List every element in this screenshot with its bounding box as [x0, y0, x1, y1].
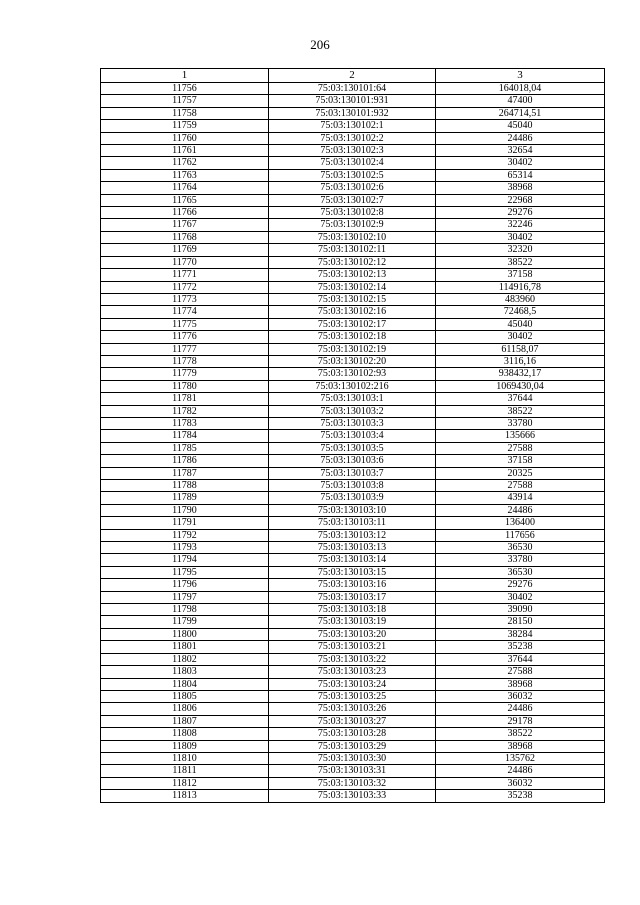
row-number-cell: 11771: [101, 269, 269, 281]
table-row: [101, 306, 605, 318]
value-cell: 45040: [436, 318, 605, 330]
row-number-cell: 11807: [101, 715, 269, 727]
table-row: [101, 740, 605, 752]
row-number-cell: 11772: [101, 281, 269, 293]
table-row: [101, 529, 605, 541]
value-cell: 117656: [436, 529, 605, 541]
row-number-cell: 11800: [101, 628, 269, 640]
cadastral-number-cell: 75:03:130103:17: [269, 591, 436, 603]
table-row: [101, 628, 605, 640]
table-row: [101, 380, 605, 392]
table-row: [101, 107, 605, 119]
cadastral-number-cell: 75:03:130103:12: [269, 529, 436, 541]
value-cell: 38968: [436, 678, 605, 690]
table-row: [101, 169, 605, 181]
table-row: [101, 641, 605, 653]
table-row: [101, 517, 605, 529]
row-number-cell: 11790: [101, 504, 269, 516]
table-row: [101, 492, 605, 504]
row-number-cell: 11764: [101, 182, 269, 194]
row-number-cell: 11766: [101, 207, 269, 219]
table-row: [101, 343, 605, 355]
row-number-cell: 11768: [101, 231, 269, 243]
cadastral-number-cell: 75:03:130101:931: [269, 95, 436, 107]
value-cell: 32320: [436, 244, 605, 256]
table-row: [101, 355, 605, 367]
value-cell: 483960: [436, 293, 605, 305]
table-row: [101, 194, 605, 206]
row-number-cell: 11778: [101, 355, 269, 367]
column-header-2: 2: [269, 69, 436, 83]
row-number-cell: 11776: [101, 331, 269, 343]
table-row: [101, 653, 605, 665]
row-number-cell: 11763: [101, 169, 269, 181]
table-row: [101, 678, 605, 690]
row-number-cell: 11798: [101, 604, 269, 616]
value-cell: 35238: [436, 790, 605, 802]
table-row: [101, 566, 605, 578]
table-row: [101, 430, 605, 442]
table-row: [101, 281, 605, 293]
value-cell: 38522: [436, 405, 605, 417]
value-cell: 24486: [436, 703, 605, 715]
value-cell: 36530: [436, 542, 605, 554]
row-number-cell: 11770: [101, 256, 269, 268]
value-cell: 35238: [436, 641, 605, 653]
cadastral-number-cell: 75:03:130102:8: [269, 207, 436, 219]
table-row: [101, 244, 605, 256]
row-number-cell: 11803: [101, 666, 269, 678]
row-number-cell: 11795: [101, 566, 269, 578]
table-row: [101, 95, 605, 107]
value-cell: 135666: [436, 430, 605, 442]
value-cell: 38284: [436, 628, 605, 640]
cadastral-number-cell: 75:03:130103:27: [269, 715, 436, 727]
page-number: 206: [310, 37, 330, 52]
row-number-cell: 11760: [101, 132, 269, 144]
cadastral-number-cell: 75:03:130103:13: [269, 542, 436, 554]
table-row: [101, 417, 605, 429]
table-row: [101, 542, 605, 554]
value-cell: 136400: [436, 517, 605, 529]
row-number-cell: 11777: [101, 343, 269, 355]
cadastral-number-cell: 75:03:130103:21: [269, 641, 436, 653]
cadastral-number-cell: 75:03:130102:6: [269, 182, 436, 194]
cadastral-number-cell: 75:03:130103:3: [269, 417, 436, 429]
cadastral-number-cell: 75:03:130103:2: [269, 405, 436, 417]
cadastral-number-cell: 75:03:130103:18: [269, 604, 436, 616]
value-cell: 24486: [436, 765, 605, 777]
cadastral-number-cell: 75:03:130102:16: [269, 306, 436, 318]
cadastral-number-cell: 75:03:130102:19: [269, 343, 436, 355]
row-number-cell: 11789: [101, 492, 269, 504]
row-number-cell: 11781: [101, 393, 269, 405]
cadastral-number-cell: 75:03:130103:28: [269, 728, 436, 740]
row-number-cell: 11811: [101, 765, 269, 777]
cadastral-number-cell: 75:03:130103:4: [269, 430, 436, 442]
row-number-cell: 11809: [101, 740, 269, 752]
table-row: [101, 269, 605, 281]
row-number-cell: 11810: [101, 752, 269, 764]
cadastral-number-cell: 75:03:130102:1: [269, 120, 436, 132]
row-number-cell: 11769: [101, 244, 269, 256]
row-number-cell: 11758: [101, 107, 269, 119]
table-row: [101, 293, 605, 305]
cadastral-number-cell: 75:03:130103:31: [269, 765, 436, 777]
table-row: [101, 690, 605, 702]
table-row: [101, 703, 605, 715]
value-cell: 30402: [436, 591, 605, 603]
row-number-cell: 11756: [101, 83, 269, 95]
cadastral-number-cell: 75:03:130103:23: [269, 666, 436, 678]
value-cell: 24486: [436, 132, 605, 144]
value-cell: 1069430,04: [436, 380, 605, 392]
value-cell: 36530: [436, 566, 605, 578]
row-number-cell: 11782: [101, 405, 269, 417]
value-cell: 30402: [436, 231, 605, 243]
cadastral-number-cell: 75:03:130103:14: [269, 554, 436, 566]
cadastral-number-cell: 75:03:130103:6: [269, 455, 436, 467]
row-number-cell: 11791: [101, 517, 269, 529]
row-number-cell: 11812: [101, 777, 269, 789]
row-number-cell: 11794: [101, 554, 269, 566]
table-row: [101, 777, 605, 789]
value-cell: 114916,78: [436, 281, 605, 293]
value-cell: 938432,17: [436, 368, 605, 380]
cadastral-number-cell: 75:03:130103:9: [269, 492, 436, 504]
row-number-cell: 11774: [101, 306, 269, 318]
cadastral-number-cell: 75:03:130103:32: [269, 777, 436, 789]
value-cell: 61158,07: [436, 343, 605, 355]
row-number-cell: 11793: [101, 542, 269, 554]
row-number-cell: 11806: [101, 703, 269, 715]
cadastral-number-cell: 75:03:130102:13: [269, 269, 436, 281]
table-row: [101, 480, 605, 492]
cadastral-number-cell: 75:03:130103:8: [269, 480, 436, 492]
column-header-3: 3: [436, 69, 605, 83]
cadastral-number-cell: 75:03:130103:33: [269, 790, 436, 802]
value-cell: 27588: [436, 480, 605, 492]
table-row: [101, 765, 605, 777]
value-cell: 28150: [436, 616, 605, 628]
table-row: [101, 666, 605, 678]
row-number-cell: 11786: [101, 455, 269, 467]
value-cell: 38968: [436, 740, 605, 752]
cadastral-number-cell: 75:03:130103:26: [269, 703, 436, 715]
table-row: [101, 231, 605, 243]
value-cell: 72468,5: [436, 306, 605, 318]
value-cell: 43914: [436, 492, 605, 504]
table-row: [101, 579, 605, 591]
cadastral-number-cell: 75:03:130103:16: [269, 579, 436, 591]
cadastral-number-cell: 75:03:130102:18: [269, 331, 436, 343]
value-cell: 22968: [436, 194, 605, 206]
row-number-cell: 11780: [101, 380, 269, 392]
row-number-cell: 11765: [101, 194, 269, 206]
value-cell: 32654: [436, 145, 605, 157]
cadastral-number-cell: 75:03:130102:93: [269, 368, 436, 380]
value-cell: 33780: [436, 554, 605, 566]
cadastral-number-cell: 75:03:130102:11: [269, 244, 436, 256]
value-cell: 164018,04: [436, 83, 605, 95]
cadastral-number-cell: 75:03:130103:5: [269, 442, 436, 454]
cadastral-number-cell: 75:03:130103:29: [269, 740, 436, 752]
cadastral-number-cell: 75:03:130102:9: [269, 219, 436, 231]
value-cell: 39090: [436, 604, 605, 616]
cadastral-number-cell: 75:03:130102:2: [269, 132, 436, 144]
cadastral-number-cell: 75:03:130102:5: [269, 169, 436, 181]
value-cell: 47400: [436, 95, 605, 107]
table-row: [101, 467, 605, 479]
row-number-cell: 11767: [101, 219, 269, 231]
value-cell: 37644: [436, 393, 605, 405]
cadastral-number-cell: 75:03:130102:216: [269, 380, 436, 392]
table-row: [101, 120, 605, 132]
table-body: [101, 83, 605, 803]
row-number-cell: 11757: [101, 95, 269, 107]
value-cell: 32246: [436, 219, 605, 231]
cadastral-number-cell: 75:03:130102:4: [269, 157, 436, 169]
value-cell: 36032: [436, 777, 605, 789]
row-number-cell: 11783: [101, 417, 269, 429]
row-number-cell: 11805: [101, 690, 269, 702]
table-row: [101, 83, 605, 95]
cadastral-number-cell: 75:03:130103:1: [269, 393, 436, 405]
row-number-cell: 11796: [101, 579, 269, 591]
table-row: [101, 393, 605, 405]
value-cell: 264714,51: [436, 107, 605, 119]
cadastral-number-cell: 75:03:130102:20: [269, 355, 436, 367]
value-cell: 27588: [436, 442, 605, 454]
value-cell: 30402: [436, 157, 605, 169]
cadastral-number-cell: 75:03:130101:64: [269, 83, 436, 95]
cadastral-number-cell: 75:03:130102:17: [269, 318, 436, 330]
cadastral-number-cell: 75:03:130103:10: [269, 504, 436, 516]
value-cell: 20325: [436, 467, 605, 479]
table-row: [101, 368, 605, 380]
value-cell: 29178: [436, 715, 605, 727]
value-cell: 38968: [436, 182, 605, 194]
table-row: [101, 405, 605, 417]
row-number-cell: 11804: [101, 678, 269, 690]
value-cell: 45040: [436, 120, 605, 132]
row-number-cell: 11779: [101, 368, 269, 380]
row-number-cell: 11785: [101, 442, 269, 454]
value-cell: 29276: [436, 579, 605, 591]
cadastral-number-cell: 75:03:130101:932: [269, 107, 436, 119]
table-row: [101, 145, 605, 157]
header-row: [101, 69, 605, 83]
cadastral-number-cell: 75:03:130102:10: [269, 231, 436, 243]
cadastral-number-cell: 75:03:130102:14: [269, 281, 436, 293]
table-row: [101, 219, 605, 231]
value-cell: 30402: [436, 331, 605, 343]
value-cell: 135762: [436, 752, 605, 764]
table-row: [101, 157, 605, 169]
cadastral-number-cell: 75:03:130103:24: [269, 678, 436, 690]
table-row: [101, 790, 605, 802]
row-number-cell: 11797: [101, 591, 269, 603]
row-number-cell: 11759: [101, 120, 269, 132]
value-cell: 27588: [436, 666, 605, 678]
row-number-cell: 11787: [101, 467, 269, 479]
cadastral-number-cell: 75:03:130102:7: [269, 194, 436, 206]
cadastral-number-cell: 75:03:130102:12: [269, 256, 436, 268]
value-cell: 37644: [436, 653, 605, 665]
table-row: [101, 442, 605, 454]
value-cell: 36032: [436, 690, 605, 702]
row-number-cell: 11802: [101, 653, 269, 665]
row-number-cell: 11799: [101, 616, 269, 628]
row-number-cell: 11813: [101, 790, 269, 802]
value-cell: 29276: [436, 207, 605, 219]
value-cell: 33780: [436, 417, 605, 429]
cadastral-number-cell: 75:03:130103:30: [269, 752, 436, 764]
value-cell: 38522: [436, 728, 605, 740]
row-number-cell: 11775: [101, 318, 269, 330]
row-number-cell: 11761: [101, 145, 269, 157]
table-row: [101, 331, 605, 343]
table-row: [101, 455, 605, 467]
value-cell: 38522: [436, 256, 605, 268]
table-row: [101, 715, 605, 727]
table-row: [101, 591, 605, 603]
value-cell: 37158: [436, 455, 605, 467]
cadastral-number-cell: 75:03:130103:7: [269, 467, 436, 479]
table-row: [101, 256, 605, 268]
cadastral-number-cell: 75:03:130103:15: [269, 566, 436, 578]
table-row: [101, 616, 605, 628]
row-number-cell: 11762: [101, 157, 269, 169]
cadastral-number-cell: 75:03:130102:15: [269, 293, 436, 305]
table-row: [101, 132, 605, 144]
table-row: [101, 604, 605, 616]
value-cell: 65314: [436, 169, 605, 181]
table-row: [101, 182, 605, 194]
row-number-cell: 11773: [101, 293, 269, 305]
row-number-cell: 11788: [101, 480, 269, 492]
row-number-cell: 11784: [101, 430, 269, 442]
table-row: [101, 554, 605, 566]
cadastral-table: [100, 68, 605, 803]
row-number-cell: 11801: [101, 641, 269, 653]
table-row: [101, 752, 605, 764]
cadastral-number-cell: 75:03:130103:22: [269, 653, 436, 665]
value-cell: 37158: [436, 269, 605, 281]
value-cell: 24486: [436, 504, 605, 516]
cadastral-number-cell: 75:03:130102:3: [269, 145, 436, 157]
table-row: [101, 504, 605, 516]
table-header: [101, 69, 605, 83]
row-number-cell: 11808: [101, 728, 269, 740]
table-row: [101, 207, 605, 219]
table-row: [101, 728, 605, 740]
table-row: [101, 318, 605, 330]
cadastral-number-cell: 75:03:130103:19: [269, 616, 436, 628]
column-header-1: 1: [101, 69, 269, 83]
value-cell: 3116,16: [436, 355, 605, 367]
cadastral-number-cell: 75:03:130103:25: [269, 690, 436, 702]
row-number-cell: 11792: [101, 529, 269, 541]
cadastral-number-cell: 75:03:130103:20: [269, 628, 436, 640]
cadastral-number-cell: 75:03:130103:11: [269, 517, 436, 529]
